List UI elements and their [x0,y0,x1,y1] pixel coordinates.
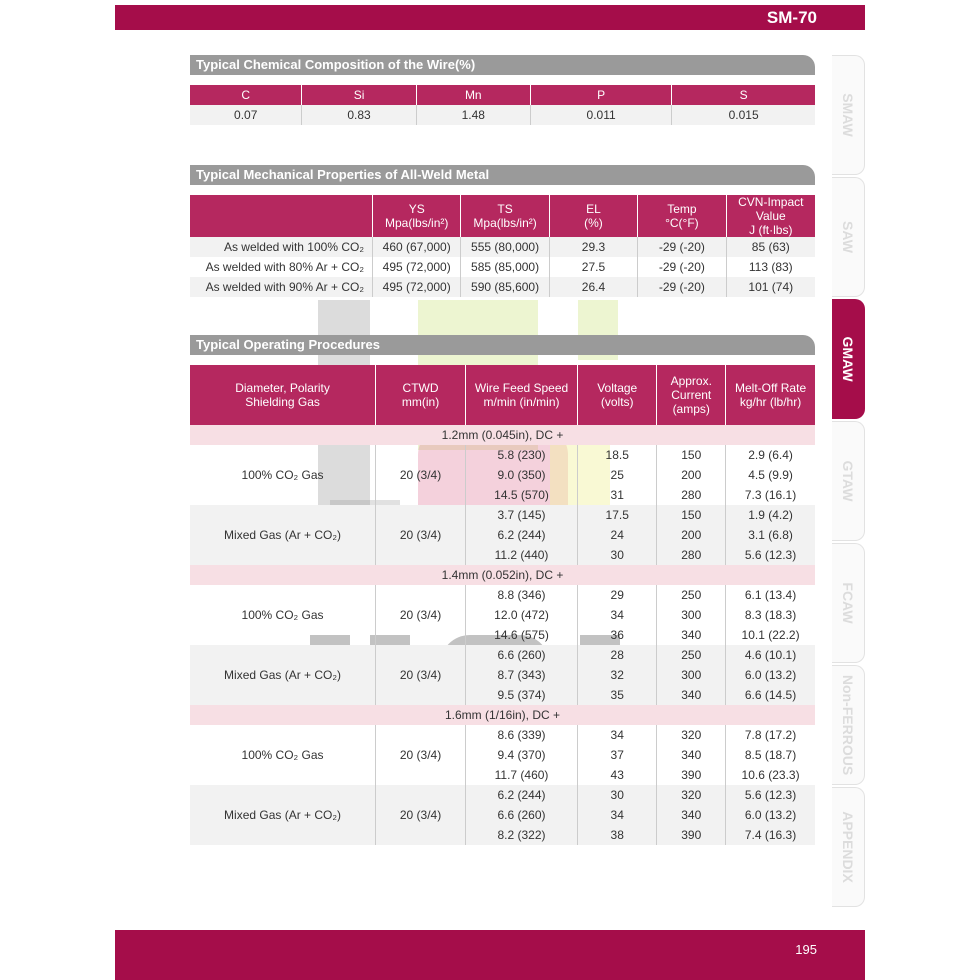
table-cell: 3.7 (145) [465,505,577,525]
header-line: (volts) [600,395,634,409]
table-cell: 4.6 (10.1) [726,645,815,665]
chem-value-c: 0.07 [190,105,302,125]
chem-value-p: 0.011 [530,105,671,125]
chem-header-c: C [190,85,302,105]
header-bar [115,5,865,30]
table-cell: 113 (83) [748,260,793,274]
mech-header [461,195,549,237]
table-cell: 43 [578,765,657,785]
table-cell: 6.0 (13.2) [726,805,815,825]
table-cell: -29 (-20) [638,277,726,297]
table-cell: 280 [657,545,726,565]
table-cell: 585 (85,000) [461,257,549,277]
header-line: Temp [667,202,697,216]
table-cell: 340 [657,805,726,825]
header-line: Approx. [670,374,712,388]
header-line: (%) [584,216,603,230]
mech-section-title: Typical Mechanical Properties of All-Weld Metal [190,165,815,185]
header-line: Mpa(lbs/in²) [385,216,449,230]
side-tab-label: APPENDIX [840,811,856,883]
ops-header [376,365,466,425]
table-cell: 250 [657,645,726,665]
table-cell: 200 [657,465,726,485]
side-tab-label: SAW [840,221,856,253]
table-cell: 14.6 (575) [465,625,577,645]
table-cell: 390 [657,765,726,785]
footer-bar [115,930,865,980]
mech-header-blank [190,195,373,237]
chem-header-p: P [530,85,671,105]
table-cell: 6.6 (260) [465,645,577,665]
table-cell: 150 [657,505,726,525]
header-line: YS [408,202,425,216]
table-cell: 7.4 (16.3) [726,825,815,845]
side-tab-saw[interactable] [832,177,865,297]
side-tab-appendix[interactable] [832,787,865,907]
table-cell: 17.5 [578,505,657,525]
row-label: As welded with 90% Ar + CO₂ [190,277,373,297]
table-row [190,785,815,805]
header-line: EL [586,202,601,216]
table-cell: 4.5 (9.9) [748,468,793,482]
table-cell: 6.2 (244) [465,785,577,805]
table-cell: 8.7 (343) [465,665,577,685]
product-title: SM-70 [766,8,817,27]
table-cell: 38 [578,825,657,845]
table-cell: 25 [578,465,657,485]
table-cell: 555 (80,000) [461,237,549,257]
chem-value-si: 0.83 [302,105,416,125]
table-cell: 34 [578,725,657,745]
table-cell: 6.6 (14.5) [726,685,815,705]
ops-header [726,365,815,425]
table-cell: 340 [657,625,726,645]
table-cell: 590 (85,600) [461,277,549,297]
table-cell: 34 [578,805,657,825]
mech-header [549,195,637,237]
mech-header [638,195,726,237]
header-line: mm(in) [401,395,440,409]
table-cell: 29 [578,585,657,605]
table-cell: 150 [657,445,726,465]
header-line: Current [671,388,712,402]
table-cell: 10.6 (23.3) [741,768,800,782]
header-line: Voltage [597,381,638,395]
page-number: 195 [795,942,817,957]
table-cell: 36 [578,625,657,645]
section-label: 1.4mm (0.052in), DC + [190,565,815,585]
chem-section-title: Typical Chemical Composition of the Wire(%) [190,55,815,75]
table-cell: 35 [578,685,657,705]
table-cell: 3.1 (6.8) [726,525,815,545]
header-line: Shielding Gas [245,395,320,409]
table-row [190,585,815,605]
header-line: CVN-Impact Value [738,195,804,223]
table-cell: 340 [657,745,726,765]
ops-header [465,365,577,425]
side-tab-label: SMAW [840,93,856,137]
table-cell: 460 (67,000) [373,237,461,257]
mech-header [726,195,815,237]
table-cell: 8.5 (18.7) [744,748,797,762]
table-cell: 18.5 [578,445,657,465]
side-tab-label: GTAW [840,460,856,502]
table-cell: 390 [657,825,726,845]
header-line: Melt-Off Rate [734,381,807,395]
section-subhead [190,425,815,445]
table-cell: 5.8 (230) [465,445,577,465]
table-cell: 320 [657,725,726,745]
ctwd-value: 20 (3/4) [376,505,466,565]
side-tab-non-ferrous[interactable] [832,665,865,785]
table-cell: 300 [657,605,726,625]
side-tab-gtaw[interactable] [832,421,865,541]
table-cell: 6.6 (260) [465,805,577,825]
chem-header-s: S [672,85,815,105]
table-cell: 1.9 (4.2) [726,505,815,525]
table-cell: 11.7 (460) [465,765,577,785]
table-cell: 7.3 (16.1) [744,488,797,502]
header-line: CTWD [402,381,439,395]
ctwd-value: 20 (3/4) [376,785,466,845]
ctwd-value: 20 (3/4) [376,445,466,505]
gas-label: 100% CO₂ Gas [190,445,376,505]
mech-header [373,195,461,237]
chem-header-si: Si [302,85,416,105]
table-cell: 101 (74) [726,277,815,297]
header-line: m/min (in/min) [483,395,560,409]
section-label: 1.6mm (1/16in), DC + [190,705,815,725]
table-cell: 26.4 [549,277,637,297]
table-cell: 250 [657,585,726,605]
table-row [190,645,815,665]
ctwd-value: 20 (3/4) [376,585,466,645]
table-cell: 30 [578,545,657,565]
ops-table [190,365,815,845]
table-cell: 27.5 [549,257,637,277]
side-tab-gmaw[interactable] [832,299,865,419]
table-cell: 495 (72,000) [373,257,461,277]
table-cell: -29 (-20) [638,237,726,257]
header-line: J (ft·lbs) [749,223,793,237]
table-cell: 12.0 (472) [465,605,577,625]
table-cell: 31 [578,485,657,505]
chem-value-s: 0.015 [672,105,815,125]
ops-header [657,365,726,425]
header-line: TS [497,202,513,216]
side-tab-fcaw[interactable] [832,543,865,663]
table-cell: 300 [657,665,726,685]
ctwd-value: 20 (3/4) [376,645,466,705]
table-cell: 8.2 (322) [465,825,577,845]
ops-header [578,365,657,425]
table-cell: 28 [578,645,657,665]
side-tab-smaw[interactable] [832,55,865,175]
table-cell: 280 [657,485,726,505]
table-cell: 9.0 (350) [465,465,577,485]
table-cell: 2.9 (6.4) [748,448,793,462]
gas-label: Mixed Gas (Ar + CO₂) [190,645,376,705]
table-row [190,725,815,745]
section-subhead [190,565,815,585]
side-tab-label: FCAW [840,582,856,624]
chem-table [190,85,815,125]
table-cell: 6.0 (13.2) [726,665,815,685]
header-line: (amps) [672,402,710,416]
mech-table [190,195,815,297]
table-row [190,237,815,257]
header-line: Mpa(lbs/in²) [473,216,537,230]
ops-header [190,365,376,425]
table-cell: 7.8 (17.2) [744,728,797,742]
gas-label: Mixed Gas (Ar + CO₂) [190,785,376,845]
table-cell: 85 (63) [726,237,815,257]
row-label: As welded with 100% CO₂ [190,237,373,257]
table-cell: 6.1 (13.4) [744,588,797,602]
gas-label: Mixed Gas (Ar + CO₂) [190,505,376,565]
table-cell: 37 [578,745,657,765]
table-cell: 8.6 (339) [465,725,577,745]
table-cell: 320 [657,785,726,805]
table-cell: 29.3 [549,237,637,257]
table-cell: 14.5 (570) [465,485,577,505]
table-cell: 495 (72,000) [373,277,461,297]
table-cell: 8.8 (346) [465,585,577,605]
table-cell: 9.4 (370) [465,745,577,765]
side-tab-label: Non-FERROUS [840,674,856,776]
table-cell: 5.6 (12.3) [726,785,815,805]
table-cell: 200 [657,525,726,545]
section-label: 1.2mm (0.045in), DC + [190,425,815,445]
table-cell: 340 [657,685,726,705]
table-cell: -29 (-20) [638,257,726,277]
table-row [190,505,815,525]
table-row [190,445,815,465]
gas-label: 100% CO₂ Gas [190,585,376,645]
side-tab-label: GMAW [840,336,856,382]
table-row [190,277,815,297]
table-row [190,257,815,277]
table-cell: 30 [578,785,657,805]
section-subhead [190,705,815,725]
header-line: Wire Feed Speed [474,381,569,395]
gas-label: 100% CO₂ Gas [190,725,376,785]
table-cell: 24 [578,525,657,545]
table-cell: 11.2 (440) [465,545,577,565]
header-line: Diameter, Polarity [235,381,330,395]
table-cell: 8.3 (18.3) [744,608,797,622]
row-label: As welded with 80% Ar + CO₂ [190,257,373,277]
ops-section-title: Typical Operating Procedures [190,335,815,355]
table-cell: 32 [578,665,657,685]
table-cell: 5.6 (12.3) [726,545,815,565]
table-cell: 34 [578,605,657,625]
table-cell: 6.2 (244) [465,525,577,545]
table-cell: 9.5 (374) [465,685,577,705]
header-line: °C(°F) [665,216,699,230]
chem-header-mn: Mn [416,85,530,105]
table-cell: 10.1 (22.2) [741,628,800,642]
ctwd-value: 20 (3/4) [376,725,466,785]
chem-value-mn: 1.48 [416,105,530,125]
header-line: kg/hr (lb/hr) [739,395,802,409]
